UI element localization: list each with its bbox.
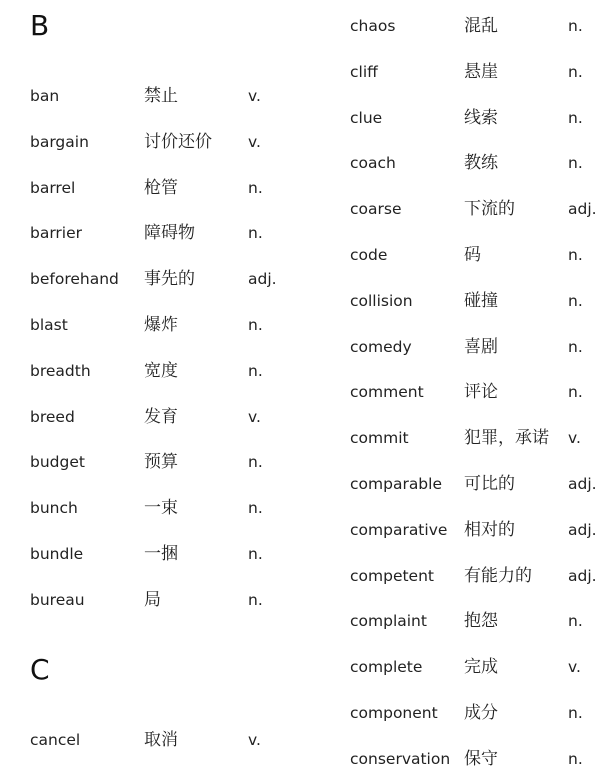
vocab-meaning: 事先的: [144, 269, 195, 290]
vocab-word: code: [350, 246, 388, 264]
vocab-word: budget: [30, 453, 85, 472]
vocab-entry: [30, 496, 320, 520]
vocab-part-of-speech: n.: [568, 108, 583, 127]
vocab-word: ban: [30, 87, 60, 105]
vocab-entry: [30, 450, 320, 474]
vocab-meaning: 抱怨: [464, 611, 498, 632]
vocab-meaning: 保守: [464, 748, 498, 769]
vocab-word: commit: [350, 429, 409, 448]
vocab-meaning: 成分: [464, 703, 498, 723]
vocab-word: beforehand: [30, 270, 119, 289]
vocab-part-of-speech: n.: [568, 704, 583, 722]
vocab-word: comparative: [350, 520, 448, 539]
vocab-word: cancel: [30, 731, 81, 749]
vocab-part-of-speech: adj.: [568, 475, 597, 493]
vocab-meaning: 完成: [464, 657, 498, 678]
vocab-meaning: 一捆: [144, 544, 178, 564]
vocab-word: cliff: [350, 62, 378, 81]
vocab-meaning: 一束: [144, 498, 178, 519]
vocab-meaning: 禁止: [144, 86, 178, 106]
vocab-part-of-speech: n.: [568, 749, 583, 768]
vocab-part-of-speech: v.: [248, 87, 261, 105]
vocab-entry: [350, 564, 610, 588]
vocab-word: barrier: [30, 224, 83, 243]
vocab-word: breadth: [30, 361, 91, 380]
vocab-part-of-speech: n.: [248, 361, 263, 380]
vocab-meaning: 取消: [144, 730, 178, 750]
vocab-word: conservation: [350, 749, 451, 768]
vocab-part-of-speech: n.: [568, 62, 583, 81]
vocab-word: clue: [350, 108, 383, 127]
vocab-meaning: 码: [464, 245, 481, 265]
vocab-word: coach: [350, 154, 396, 173]
vocab-word: comment: [350, 383, 424, 402]
vocab-entry: [350, 747, 610, 771]
vocab-part-of-speech: n.: [568, 383, 583, 402]
vocab-word: collision: [350, 291, 413, 310]
vocab-word: chaos: [350, 17, 396, 35]
vocab-entry: [30, 176, 320, 200]
vocab-part-of-speech: n.: [248, 499, 263, 518]
vocab-entry: [350, 151, 610, 175]
vocab-meaning: 宽度: [144, 360, 178, 381]
vocab-part-of-speech: n.: [568, 291, 583, 310]
vocab-word: bunch: [30, 499, 78, 518]
vocab-entry: [350, 655, 610, 679]
vocab-part-of-speech: n.: [248, 178, 263, 197]
vocab-meaning: 发育: [144, 406, 178, 427]
vocab-meaning: 线索: [464, 107, 498, 128]
vocab-meaning: 讨价还价: [144, 131, 212, 152]
vocab-meaning: 有能力的: [464, 565, 532, 586]
vocab-part-of-speech: v.: [248, 132, 261, 151]
vocab-entry: [350, 701, 610, 725]
vocab-word: complete: [350, 658, 423, 677]
vocab-entry: [350, 472, 610, 496]
vocab-part-of-speech: n.: [568, 612, 583, 631]
vocab-meaning: 评论: [464, 382, 498, 403]
vocab-word: comedy: [350, 337, 412, 356]
vocab-entry: [350, 609, 610, 633]
vocab-part-of-speech: adj.: [568, 200, 597, 219]
vocab-entry: [350, 289, 610, 313]
vocab-entry: [350, 243, 610, 267]
section-heading-c: C: [30, 653, 50, 686]
vocab-part-of-speech: n.: [568, 246, 583, 264]
vocab-entry: [350, 106, 610, 130]
vocab-entry: [350, 60, 610, 84]
vocab-entry: [350, 518, 610, 542]
vocab-meaning: 喜剧: [464, 336, 498, 357]
vocab-word: breed: [30, 407, 75, 426]
vocab-meaning: 预算: [144, 452, 178, 473]
vocab-part-of-speech: adj.: [568, 520, 597, 539]
vocab-meaning: 局: [144, 589, 161, 610]
vocab-meaning: 教练: [464, 153, 498, 174]
section-heading-b: B: [30, 9, 50, 42]
vocab-word: bureau: [30, 590, 85, 609]
vocab-word: bargain: [30, 132, 89, 151]
vocab-part-of-speech: n.: [248, 590, 263, 609]
vocab-entry: [30, 267, 320, 291]
vocab-entry: [350, 197, 610, 221]
vocab-part-of-speech: n.: [248, 545, 263, 563]
vocab-part-of-speech: v.: [248, 407, 261, 426]
vocab-part-of-speech: v.: [248, 731, 261, 749]
vocab-entry: [30, 84, 320, 108]
vocab-meaning: 犯罪，承诺: [464, 428, 549, 449]
vocab-part-of-speech: v.: [568, 429, 581, 448]
vocab-meaning: 碰撞: [464, 290, 498, 311]
vocab-part-of-speech: v.: [568, 658, 581, 677]
vocab-entry: [30, 221, 320, 245]
vocab-meaning: 枪管: [144, 177, 178, 198]
vocab-meaning: 障碍物: [144, 223, 195, 244]
vocab-entry: [30, 313, 320, 337]
vocab-part-of-speech: n.: [568, 17, 583, 35]
vocab-entry: [350, 335, 610, 359]
vocab-entry: [30, 405, 320, 429]
vocab-word: competent: [350, 566, 434, 585]
vocab-part-of-speech: n.: [248, 453, 263, 472]
vocab-word: comparable: [350, 475, 442, 493]
vocab-part-of-speech: n.: [248, 316, 263, 334]
vocab-meaning: 爆炸: [144, 315, 178, 335]
vocab-word: component: [350, 704, 438, 722]
vocab-entry: [350, 380, 610, 404]
vocab-part-of-speech: n.: [568, 337, 583, 356]
vocab-entry: [350, 14, 610, 38]
vocab-meaning: 相对的: [464, 519, 515, 540]
vocab-entry: [30, 130, 320, 154]
vocab-meaning: 下流的: [464, 199, 515, 220]
vocab-meaning: 可比的: [464, 474, 515, 494]
vocab-word: barrel: [30, 178, 76, 197]
vocab-entry: [350, 426, 610, 450]
vocab-part-of-speech: adj.: [248, 270, 277, 289]
vocab-word: bundle: [30, 545, 84, 563]
vocab-entry: [30, 588, 320, 612]
vocab-part-of-speech: n.: [248, 224, 263, 243]
vocab-part-of-speech: adj.: [568, 566, 597, 585]
vocab-meaning: 悬崖: [464, 61, 498, 82]
vocab-word: complaint: [350, 612, 427, 631]
vocab-word: coarse: [350, 200, 402, 219]
vocab-entry: [30, 728, 320, 752]
vocab-meaning: 混乱: [464, 16, 498, 36]
vocab-entry: [30, 359, 320, 383]
vocab-part-of-speech: n.: [568, 154, 583, 173]
vocab-word: blast: [30, 316, 68, 334]
vocab-entry: [30, 542, 320, 566]
